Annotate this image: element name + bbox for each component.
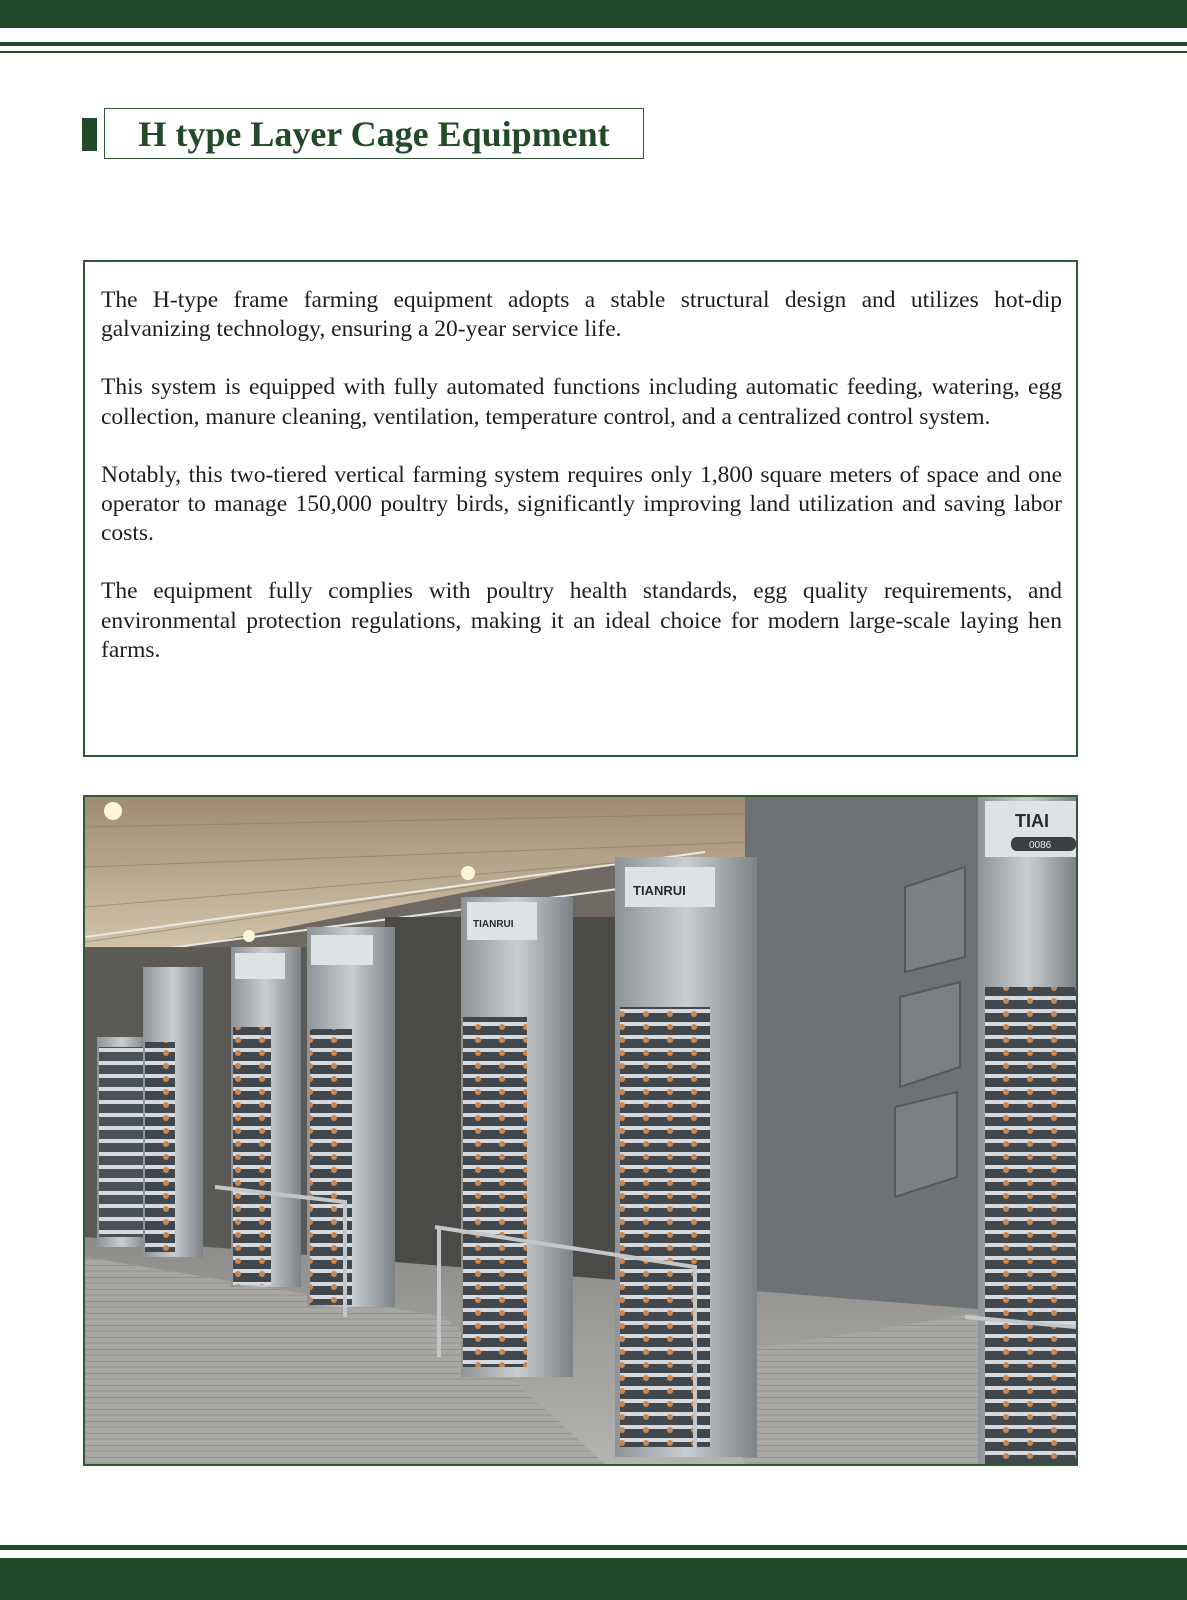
brand-label-right: TIAI: [1015, 811, 1049, 831]
paragraph-space-labor: Notably, this two-tiered vertical farming system requires only 1,800 square meters of space and one operator to manage 150,000 poultry birds, significantly improving land utilization and saving labor costs.: [101, 461, 1062, 547]
footer-band: [0, 1558, 1187, 1600]
header-rule-thick: [0, 42, 1187, 46]
paragraph-service-life: The H-type frame farming equipment adopts a stable structural design and utilizes hot-dip galvanizing technology, ensuring a 20-year service life.: [101, 287, 1062, 343]
title-frame: [104, 108, 644, 159]
page-title: H type Layer Cage Equipment: [138, 113, 610, 154]
footer-rule: [0, 1545, 1187, 1550]
description-box: [83, 260, 1078, 757]
brand-label-main: TIANRUI: [633, 883, 686, 898]
paragraph-automation: This system is equipped with fully automated functions including automatic feeding, watering, egg collection, manure cleaning, ventilation, temperature control, and a centralized control system.: [101, 374, 1062, 430]
header-rule-thin: [0, 51, 1187, 53]
title-marker: [82, 118, 97, 151]
paragraph-compliance: The equipment fully complies with poultry health standards, egg quality requirements, and environmental protection regulations, making it an ideal choice for modern large-scale laying hen farms.: [101, 578, 1062, 663]
product-photo: [83, 795, 1078, 1466]
header-band: [0, 0, 1187, 28]
phone-fragment: 0086: [1029, 840, 1052, 851]
brand-label-mid: TIANRUI: [473, 919, 514, 930]
